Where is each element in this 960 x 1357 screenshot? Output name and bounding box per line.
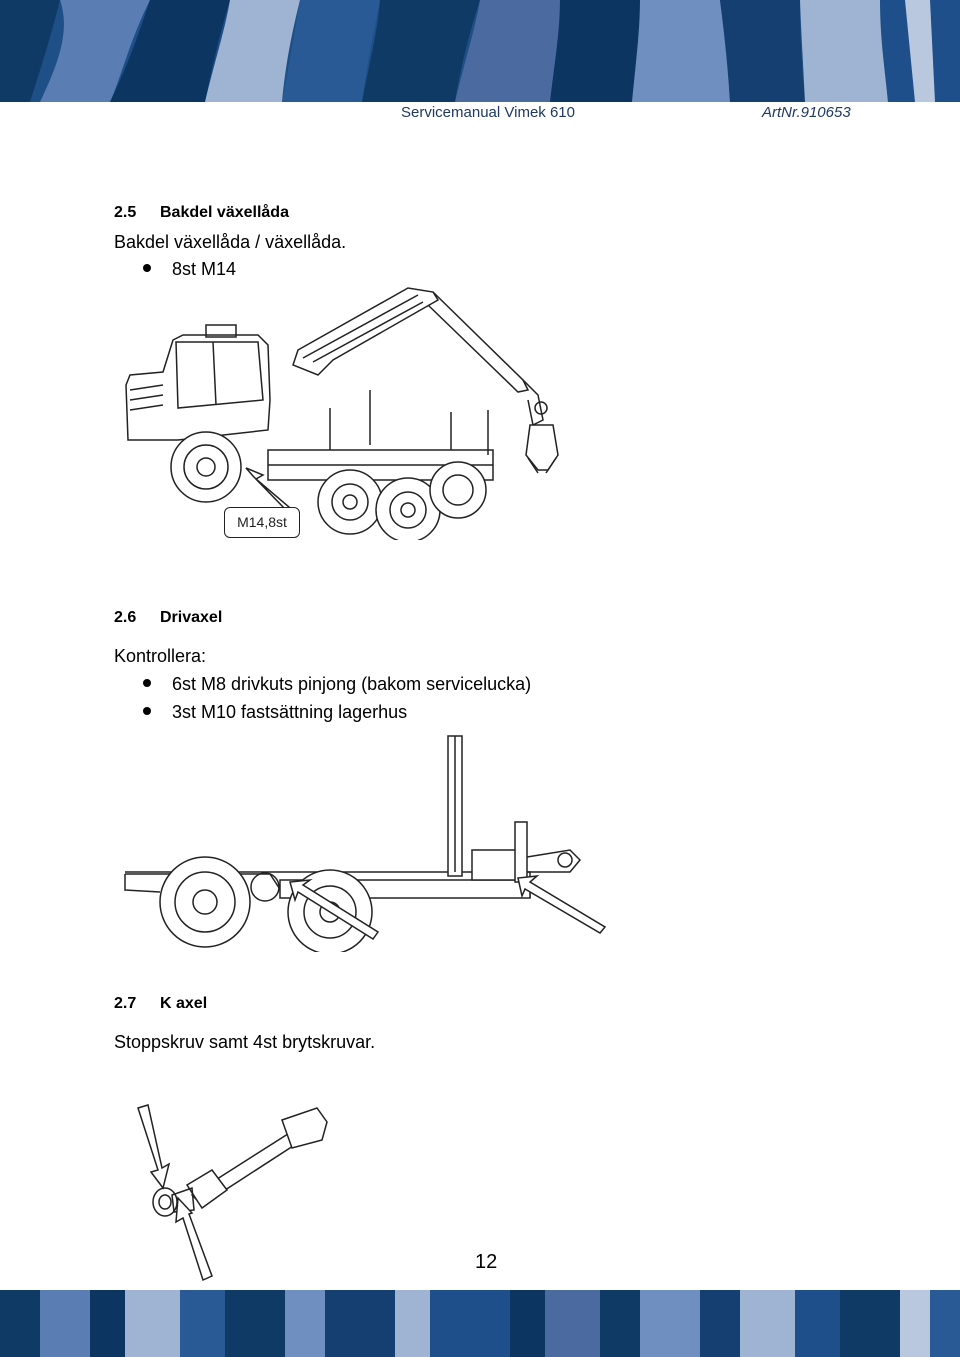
article-number: ArtNr.910653 <box>762 104 851 121</box>
forwarder-illustration <box>118 280 578 540</box>
section-title: Drivaxel <box>160 609 223 626</box>
section-number: 2.6 <box>114 609 137 626</box>
bullet-dot-icon <box>143 679 151 687</box>
section-title: K axel <box>160 995 208 1012</box>
list-item-text: 8st M14 <box>172 259 237 279</box>
list-item-text: 3st M10 fastsättning lagerhus <box>172 702 408 722</box>
bullet-dot-icon <box>143 707 151 715</box>
list-item <box>143 702 407 723</box>
bullet-dot-icon <box>143 264 151 272</box>
section-title: Bakdel växellåda <box>160 204 289 221</box>
list-item-text: 6st M8 drivkuts pinjong (bakom servicelucka) <box>172 674 532 694</box>
page-number: 12 <box>475 1251 498 1273</box>
bolt-callout: M14,8st <box>224 507 300 538</box>
top-decorative-band <box>0 0 960 102</box>
list-item <box>143 259 236 280</box>
manual-title: Servicemanual Vimek 610 <box>401 104 575 121</box>
list-item <box>143 674 531 695</box>
section-2-6-intro: Kontrollera: <box>114 646 207 666</box>
k-axle-illustration <box>132 1100 332 1285</box>
drive-axle-illustration <box>120 732 615 952</box>
section-2-6-heading <box>114 609 222 627</box>
section-2-7-description: Stoppskruv samt 4st brytskruvar. <box>114 1032 376 1052</box>
section-number: 2.5 <box>114 204 137 221</box>
section-2-5-description: Bakdel växellåda / växellåda. <box>114 232 347 252</box>
section-2-5-heading <box>114 204 289 222</box>
bottom-decorative-band <box>0 1290 960 1357</box>
section-number: 2.7 <box>114 995 137 1012</box>
section-2-7-heading <box>114 995 207 1013</box>
